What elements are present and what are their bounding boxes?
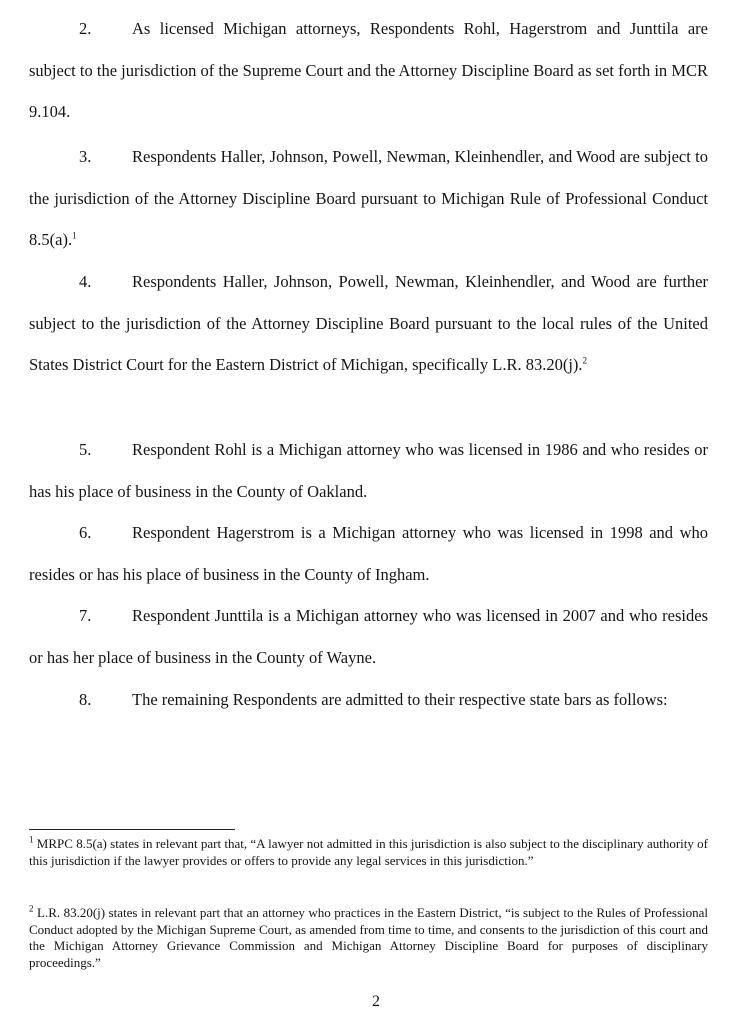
paragraph-text: Respondent Junttila is a Michigan attorney who was licensed in 2007 and who resides or has her place of business in the County of Wayne. xyxy=(29,606,708,667)
paragraph-3 xyxy=(29,136,708,261)
paragraph-text: The remaining Respondents are admitted to their respective state bars as follows: xyxy=(132,690,668,709)
paragraph-8 xyxy=(29,679,708,721)
paragraph-5 xyxy=(29,429,708,512)
paragraph-number: 7. xyxy=(79,606,92,625)
paragraph-number: 6. xyxy=(79,523,92,542)
footnote-reference[interactable]: 1 xyxy=(72,230,77,241)
paragraph-text: Respondent Hagerstrom is a Michigan attorney who was licensed in 1998 and who resides or has his place of business in the County of Ingham. xyxy=(29,523,708,584)
page-number: 2 xyxy=(372,993,380,1010)
paragraph-2 xyxy=(29,8,708,133)
paragraph-4 xyxy=(29,261,708,386)
paragraph-number: 5. xyxy=(79,440,92,459)
footnote-2 xyxy=(29,905,708,972)
paragraph-text: Respondent Rohl is a Michigan attorney who was licensed in 1986 and who resides or has his place of business in the County of Oakland. xyxy=(29,440,708,501)
paragraph-text: Respondents Haller, Johnson, Powell, Newman, Kleinhendler, and Wood are further subject to the jurisdiction of the Attorney Discipline Board pursuant to the local rules of the United States District Court for the Eastern District of Michigan, specifically L.R. 83.20(j). xyxy=(29,272,708,374)
footnote-text: MRPC 8.5(a) states in relevant part that, “A lawyer not admitted in this jurisdiction is also subject to the disciplinary authority of this jurisdiction if the lawyer provides or offers to provide any legal services in this jurisdiction.” xyxy=(29,836,709,868)
paragraph-number: 8. xyxy=(79,690,92,709)
paragraph-number: 4. xyxy=(79,272,92,291)
footnote-reference[interactable]: 2 xyxy=(582,355,588,366)
footnote-marker: 1 xyxy=(29,834,34,845)
paragraph-6 xyxy=(29,512,708,595)
footnote-text: L.R. 83.20(j) states in relevant part that an attorney who practices in the Eastern District, “is subject to the Rules of Professional Conduct adopted by the Michigan Supreme Court, as amended from time to time, and consents to the jurisdiction of this court and the Michigan Attorney Grievance Commission and Michigan Attorney Discipline Board for purposes of disciplinary proceedings.” xyxy=(29,905,709,971)
paragraph-text: As licensed Michigan attorneys, Respondents Rohl, Hagerstrom and Junttila are subject to the jurisdiction of the Supreme Court and the Attorney Discipline Board as set forth in MCR 9.104. xyxy=(29,19,708,121)
paragraph-7 xyxy=(29,595,708,678)
footnote-1 xyxy=(29,836,708,869)
paragraph-number: 2. xyxy=(79,19,92,38)
paragraph-text: Respondents Haller, Johnson, Powell, Newman, Kleinhendler, and Wood are subject to the jurisdiction of the Attorney Discipline Board pursuant to Michigan Rule of Professional Conduct 8.5(a). xyxy=(29,147,708,249)
footnote-marker: 2 xyxy=(29,903,34,914)
footnote-divider xyxy=(29,829,235,830)
paragraph-number: 3. xyxy=(79,147,92,166)
